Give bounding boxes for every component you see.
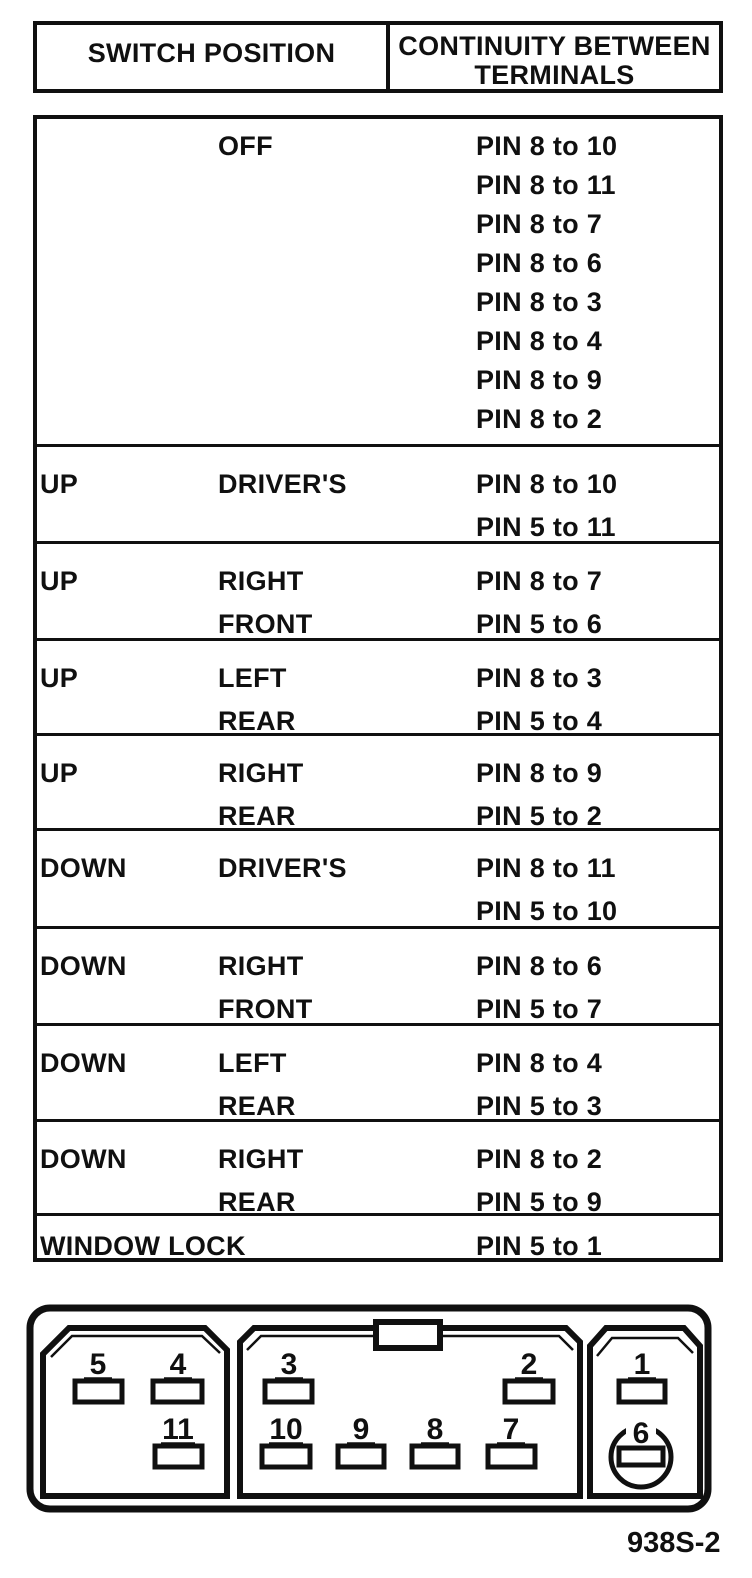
table-row-up-right-rear <box>37 733 719 831</box>
continuity-table-body <box>33 115 723 1262</box>
pin-terminal-4 <box>153 1381 202 1402</box>
table-row-down-left-rear <box>37 1023 719 1119</box>
figure-number: 938S-2 <box>627 1527 721 1559</box>
window-cell: DRIVER'S <box>218 469 347 499</box>
table-row-down-drivers <box>37 828 719 926</box>
table-row-off <box>37 119 719 444</box>
pin-label-6: 6 <box>632 1417 650 1450</box>
pin-label-9: 9 <box>352 1413 370 1446</box>
window-cell: LEFT REAR <box>218 1048 296 1121</box>
connector-pinout-diagram <box>0 1295 752 1535</box>
position-cell: UP <box>40 566 79 596</box>
position-cell: UP <box>40 758 79 788</box>
window-cell: RIGHT REAR <box>218 1144 304 1217</box>
header-continuity <box>390 25 719 89</box>
pins-cell: PIN 5 to 1 <box>476 1231 603 1261</box>
pins-cell: PIN 8 to 6 PIN 5 to 7 <box>476 951 603 1024</box>
table-row-down-right-front <box>37 926 719 1023</box>
pins-cell: PIN 8 to 7 PIN 5 to 6 <box>476 566 603 639</box>
pins-cell: PIN 8 to 10 PIN 8 to 11 PIN 8 to 7 PIN 8 to 6 PIN 8 to 3 PIN 8 to 4 PIN 8 to 9 PIN 8 to 2 <box>476 131 618 434</box>
position-cell: DOWN <box>40 1048 127 1078</box>
connector-key-notch <box>376 1322 440 1348</box>
position-cell: DOWN <box>40 853 127 883</box>
pin-terminal-1 <box>619 1381 665 1402</box>
position-cell: DOWN <box>40 951 127 981</box>
pin-terminal-9 <box>338 1446 384 1467</box>
pins-cell: PIN 8 to 11 PIN 5 to 10 <box>476 853 618 926</box>
pin-label-10: 10 <box>269 1413 303 1446</box>
pin-terminal-6 <box>619 1448 663 1465</box>
window-cell: OFF <box>218 131 273 161</box>
window-cell: DRIVER'S <box>218 853 347 883</box>
pin-label-3: 3 <box>280 1348 298 1381</box>
pin-label-8: 8 <box>426 1413 444 1446</box>
pin-terminal-5 <box>75 1381 122 1402</box>
table-row-up-left-rear <box>37 638 719 736</box>
pin-label-1: 1 <box>633 1348 651 1381</box>
pin-label-11: 11 <box>162 1413 194 1446</box>
pins-cell: PIN 8 to 10 PIN 5 to 11 <box>476 469 618 542</box>
header-continuity-line1: CONTINUITY BETWEEN <box>398 31 711 61</box>
pins-cell: PIN 8 to 3 PIN 5 to 4 <box>476 663 603 736</box>
position-cell: DOWN <box>40 1144 127 1174</box>
position-cell: UP <box>40 663 79 693</box>
pin-label-4: 4 <box>169 1348 187 1381</box>
table-row-up-right-front <box>37 541 719 638</box>
continuity-table-header <box>33 21 723 93</box>
connector-left-cavity <box>43 1328 227 1496</box>
window-cell: RIGHT FRONT <box>218 951 313 1024</box>
pins-cell: PIN 8 to 4 PIN 5 to 3 <box>476 1048 603 1121</box>
pin-terminal-3 <box>265 1381 312 1402</box>
pin-label-2: 2 <box>520 1348 538 1381</box>
table-row-up-drivers <box>37 444 719 541</box>
window-cell: LEFT REAR <box>218 663 296 736</box>
pin-terminal-11 <box>155 1446 202 1467</box>
position-cell: WINDOW LOCK <box>40 1231 246 1261</box>
pin-terminal-10 <box>262 1446 310 1467</box>
pins-cell: PIN 8 to 2 PIN 5 to 9 <box>476 1144 603 1217</box>
pin-terminal-8 <box>412 1446 458 1467</box>
header-switch-position: SWITCH POSITION <box>87 38 336 68</box>
pin-terminal-2 <box>505 1381 553 1402</box>
window-cell: RIGHT REAR <box>218 758 304 831</box>
pin-label-7: 7 <box>502 1413 520 1446</box>
position-cell: UP <box>40 469 79 499</box>
pins-cell: PIN 8 to 9 PIN 5 to 2 <box>476 758 603 831</box>
table-row-down-right-rear <box>37 1119 719 1217</box>
header-continuity-line2: TERMINALS <box>474 60 635 90</box>
table-row-window-lock <box>37 1213 719 1266</box>
pin-label-5: 5 <box>89 1348 107 1381</box>
window-cell: RIGHT FRONT <box>218 566 313 639</box>
pin-terminal-7 <box>488 1446 535 1467</box>
